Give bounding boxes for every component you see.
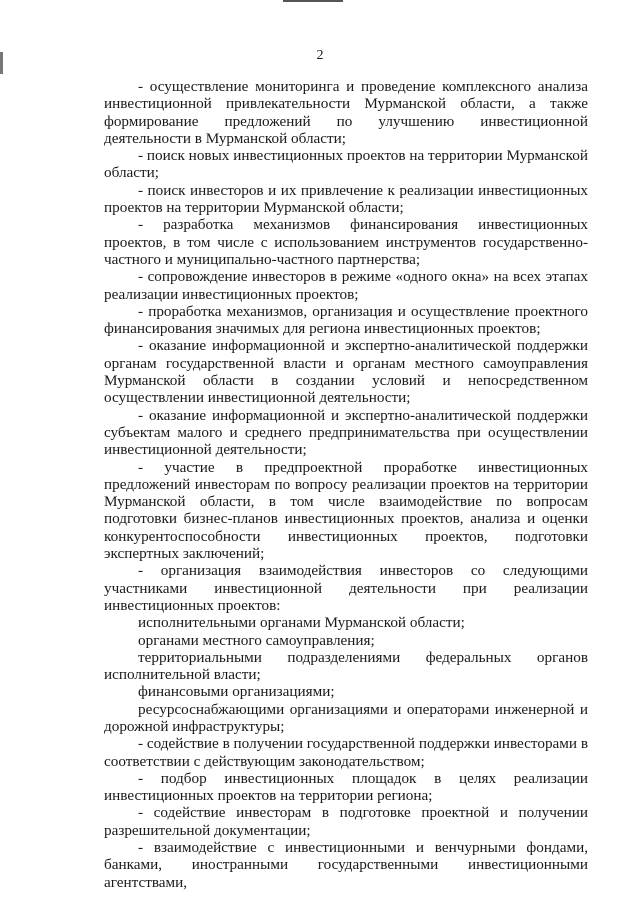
paragraph: - содействие в получении государственной поддержки инвесторами в соответствии с действующим законодательством;: [104, 735, 588, 770]
list-item: финансовыми организациями;: [138, 683, 335, 701]
paragraph: - поиск новых инвестиционных проектов на территории Мурманской области;: [104, 147, 588, 182]
paragraph: - разработка механизмов финансирования инвестиционных проектов, в том числе с использованием инструментов государственно-частного и муниципально-частного партнерства;: [104, 216, 588, 268]
paragraph: - содействие инвесторам в подготовке проектной и получении разрешительной документации;: [104, 804, 588, 839]
page-number: 2: [316, 48, 324, 63]
paragraph: - сопровождение инвесторов в режиме «одного окна» на всех этапах реализации инвестиционных проектов;: [104, 268, 588, 303]
list-item: органами местного самоуправления;: [138, 631, 375, 649]
paragraph: - участие в предпроектной проработке инвестиционных предложений инвесторам по вопросу реализации проектов на территории Мурманской области, в том числе взаимодействие по вопросам подготовки бизнес-планов инвестиционных проектов, анализа и оценки конкурентоспособности инвестиционных проектов, подготовки экспертных заключений;: [104, 458, 588, 563]
paragraph: - поиск инвесторов и их привлечение к реализации инвестиционных проектов на территории Мурманской области;: [104, 181, 588, 217]
paragraph: - организация взаимодействия инвесторов со следующими участниками инвестиционной деятельности при реализации инвестиционных проектов:: [104, 562, 588, 614]
paragraph: - проработка механизмов, организация и осуществление проектного финансирования значимых для региона инвестиционных проектов;: [104, 302, 588, 338]
top-rule: [283, 0, 343, 2]
list-item: ресурсоснабжающими организациями и операторами инженерной и дорожной инфраструктуры;: [104, 700, 588, 735]
paragraph: - подбор инвестиционных площадок в целях реализации инвестиционных проектов на территории региона;: [104, 769, 588, 805]
paragraph: - оказание информационной и экспертно-аналитической поддержки органам государственной власти и органам местного самоуправления Мурманской области в создании условий и непосредственном осуществлении инвестиционной деятельности;: [104, 337, 588, 407]
paragraph: - оказание информационной и экспертно-аналитической поддержки субъектам малого и среднего предпринимательства при осуществлении инвестиционной деятельности;: [104, 406, 588, 459]
document-body: [104, 78, 588, 891]
list-item: исполнительными органами Мурманской области;: [138, 614, 465, 632]
list-item: территориальными подразделениями федеральных органов исполнительной власти;: [104, 648, 588, 684]
paragraph: - взаимодействие с инвестиционными и венчурными фондами, банками, иностранными государственными инвестиционными агентствами,: [104, 839, 588, 891]
paragraph: - осуществление мониторинга и проведение комплексного анализа инвестиционной привлекательности Мурманской области, а также формирование предложений по улучшению инвестиционной деятельности в Мурманской области;: [104, 78, 588, 147]
